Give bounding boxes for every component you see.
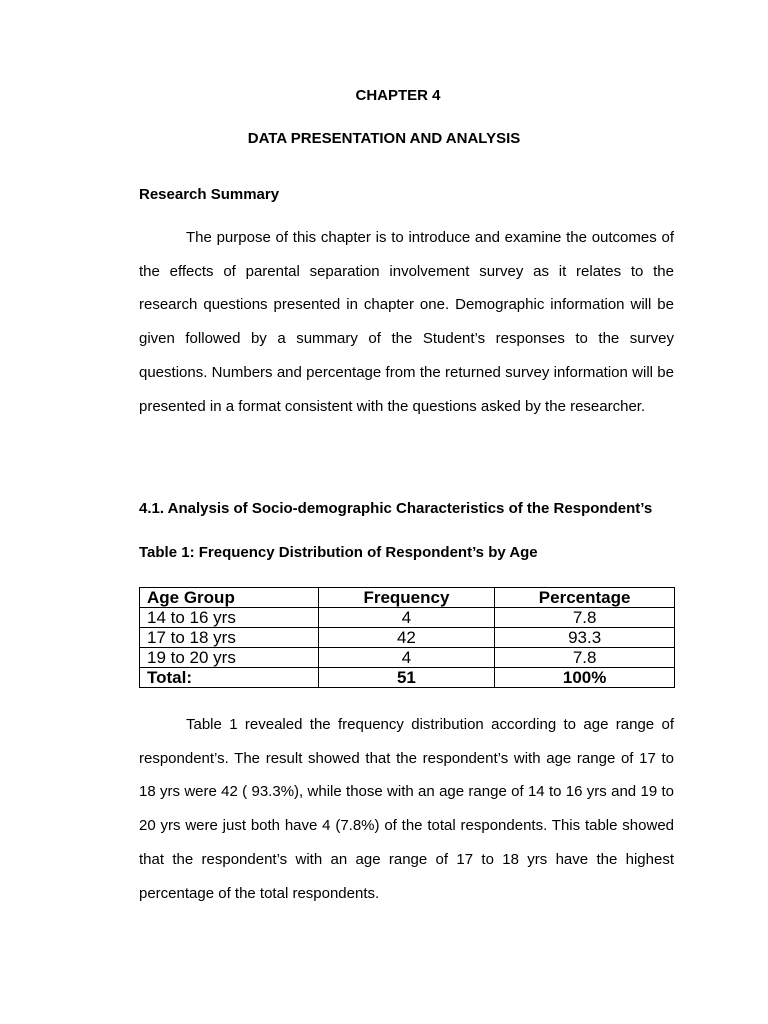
table-row	[140, 608, 675, 628]
chapter-title: CHAPTER 4	[355, 87, 441, 104]
cell-age-group: 17 to 18 yrs	[140, 628, 319, 648]
table-caption: Table 1: Frequency Distribution of Respondent’s by Age	[139, 544, 538, 561]
table-total-row	[140, 668, 675, 688]
analysis-heading: 4.1. Analysis of Socio-demographic Characteristics of the Respondent’s	[139, 500, 653, 517]
research-summary-heading: Research Summary	[139, 186, 280, 203]
header-frequency: Frequency	[318, 588, 495, 608]
cell-frequency: 42	[318, 628, 495, 648]
cell-frequency: 4	[318, 648, 495, 668]
section-title: DATA PRESENTATION AND ANALYSIS	[247, 130, 521, 147]
total-label: Total:	[140, 668, 319, 688]
cell-percentage: 7.8	[495, 608, 675, 628]
age-frequency-table	[139, 587, 675, 688]
total-frequency: 51	[318, 668, 495, 688]
table-header-row	[140, 588, 675, 608]
table-row	[140, 648, 675, 668]
total-percentage: 100%	[495, 668, 675, 688]
header-percentage: Percentage	[495, 588, 675, 608]
table-row	[140, 628, 675, 648]
intro-paragraph: The purpose of this chapter is to introduce and examine the outcomes of the effects of parental separation involvement survey as it relates to the research questions presented in chapter one. Demographic information will be given followed by a summary of the Student’s responses to the survey questions. Numbers and percentage from the returned survey information will be presented in a format consistent with the questions asked by the researcher.	[139, 229, 674, 415]
header-age-group: Age Group	[140, 588, 319, 608]
table-analysis-paragraph: Table 1 revealed the frequency distribution according to age range of respondent’s. The result showed that the respondent’s with age range of 17 to 18 yrs were 42 ( 93.3%), while those with an age range of 14 to 16 yrs and 19 to 20 yrs were just both have 4 (7.8%) of the total respondents. This table showed that the respondent’s with an age range of 17 to 18 yrs have the highest percentage of the total respondents.	[139, 716, 674, 902]
cell-age-group: 19 to 20 yrs	[140, 648, 319, 668]
cell-percentage: 93.3	[495, 628, 675, 648]
cell-age-group: 14 to 16 yrs	[140, 608, 319, 628]
cell-frequency: 4	[318, 608, 495, 628]
cell-percentage: 7.8	[495, 648, 675, 668]
